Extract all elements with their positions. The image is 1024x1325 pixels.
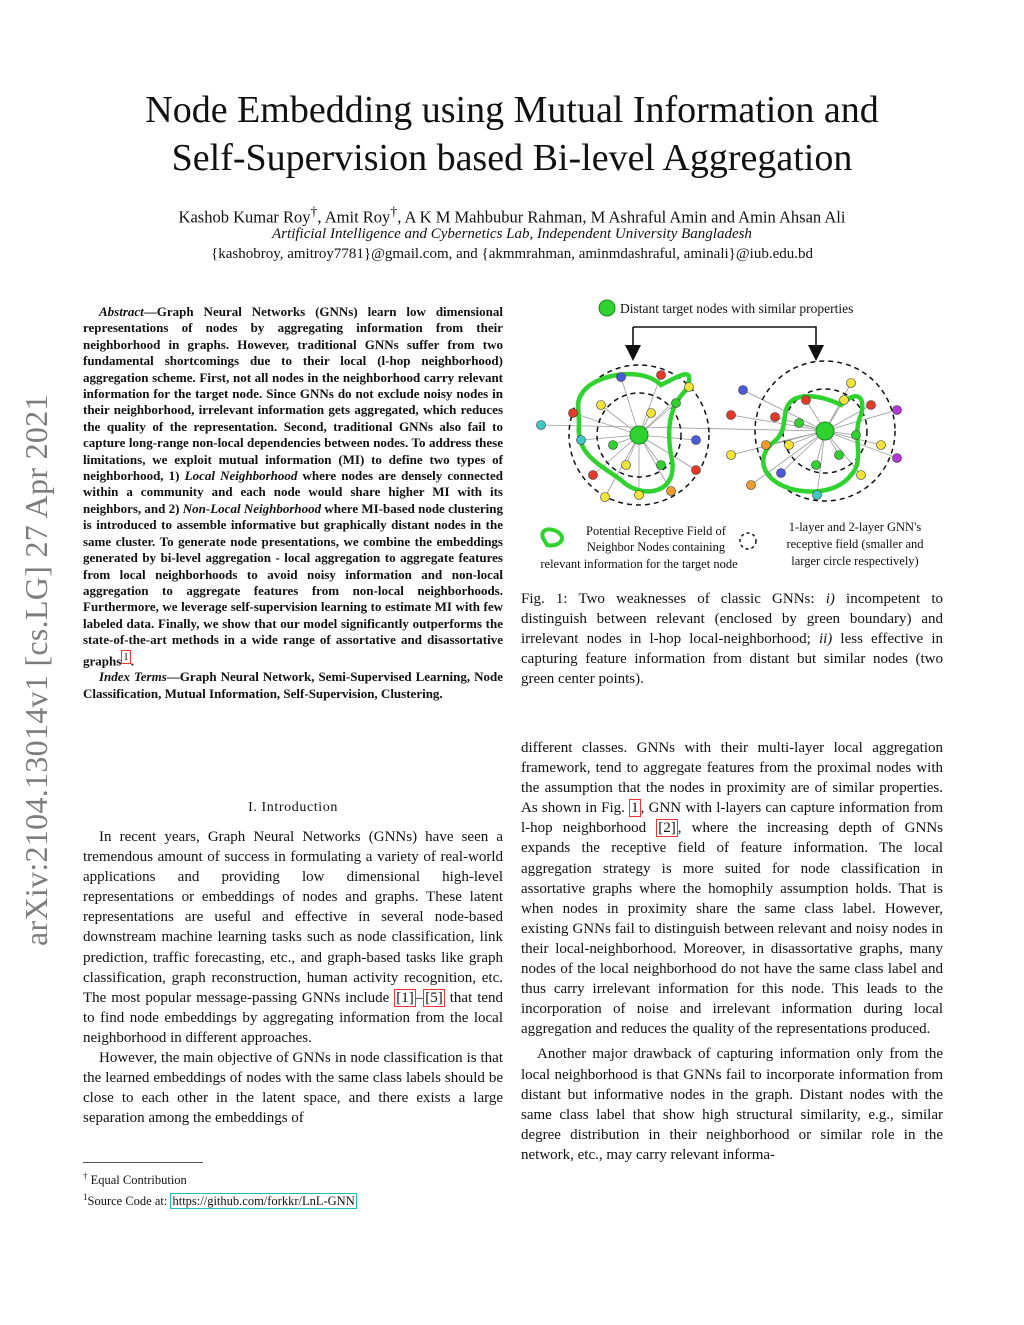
graph-node — [777, 469, 786, 478]
graph-node — [609, 441, 618, 450]
equal-contribution-mark: † — [390, 204, 398, 219]
caption-item-ii: ii) — [818, 631, 833, 647]
graph-node — [893, 406, 902, 415]
caption-text-a: Two weaknesses of classic GNNs: — [578, 591, 815, 607]
right-paragraph-2: Another major drawback of capturing information only from the local neighborhood is that GNNs fail to incorporate information from distant but informative nodes in the graph. Distant nodes with the same class label that show high structural similarity, e.g., similar degree distribution in their neighborhood or similar role in the network, etc., may carry relevant informa- — [521, 1046, 943, 1163]
graph-node — [692, 436, 701, 445]
graph-node — [877, 441, 886, 450]
intro-paragraph-2: However, the main objective of GNNs in node classification is that the learned embeddings of nodes with the same class labels should be close to each other in the latent space, and there exists a large separation among the embeddings of — [83, 1050, 503, 1127]
legend-dash-line-2: receptive field (smaller and — [786, 537, 924, 551]
right-p1-text-c: , where the increasing depth of GNNs expands the receptive field of feature information. The local aggregation strategy is more suited for node classification in assortative graphs where the homophily assumption holds. That is when nodes in proximity share the same class label. However, existing GNNs fail to distinguish between relevant and noisy nodes in their local-neighborhood. Moreover, in disassortative graphs, many nodes of the local neighborhood do not have the same class label and thus carry irrelevant information for this node. This leads to the incorporation of noise and irrelevant information during local aggregation and reduces the quality of the representations produced. — [521, 820, 943, 1038]
graph-node — [685, 383, 694, 392]
graph-node — [601, 493, 610, 502]
right-p1-text-a: different classes. GNNs with their multi-layer local aggregation framework, tend to aggregate features from the proximal nodes with the assumption that the nodes in proximity are of similar properties. As shown in Fig. — [521, 740, 943, 817]
graph-node — [867, 401, 876, 410]
abstract-period: . — [130, 652, 134, 668]
legend-green-line-2: Neighbor Nodes containing — [586, 540, 726, 554]
graph-node — [537, 421, 546, 430]
abstract-text: —Graph Neural Networks (GNNs) learn low dimensional representations of nodes by aggregating information from their neighborhood in graphs. However, traditional GNNs suffer from two fundamental shortcomings due to their local (l-hop neighborhood) aggregation scheme. First, not all nodes in the neighborhood carry relevant information for the target node. Since GNNs do not exclude noisy nodes in their neighborhood, irrelevant information gets aggregated, which reduces the quality of the representation. Second, traditional GNNs also fail to capture long-range non-local dependencies between nodes. To address these limitations, we exploit mutual information (MI) to define two types of neighborhood, 1) — [83, 304, 503, 484]
figure-top-label: Distant target nodes with similar properties — [620, 301, 854, 316]
graph-node — [635, 491, 644, 500]
footnote-divider — [83, 1162, 203, 1163]
author-1: Kashob Kumar Roy — [178, 207, 311, 227]
introduction-body — [83, 827, 503, 1128]
graph-node — [622, 461, 631, 470]
graph-node — [785, 441, 794, 450]
paper-title — [0, 86, 1024, 182]
graph-node — [647, 409, 656, 418]
abstract-label: Abstract — [99, 304, 144, 319]
right-column-body — [521, 738, 943, 1165]
graph-node — [657, 371, 666, 380]
graph-node — [802, 396, 811, 405]
caption-text-b: incompetent to distinguish between relevant (enclosed by green boundary) and irrelevant nodes in l-hop local-neighborhood; — [521, 591, 944, 647]
right-paragraph-1 — [521, 738, 943, 1039]
index-terms-text: —Graph Neural Network, Semi-Supervised Learning, Node Classification, Mutual Information, Self-Supervision, Clustering. — [83, 669, 503, 701]
source-code-link[interactable]: https://github.com/forkkr/LnL-GNN — [172, 1194, 355, 1209]
author-emails: {kashobroy, amitroy7781}@gmail.com, and {akmmrahman, aminmdashraful, aminali}@iub.edu.bd — [211, 246, 813, 262]
graph-node — [569, 409, 578, 418]
legend-green-line-1: Potential Receptive Field of — [586, 524, 726, 538]
figure-1-caption — [521, 589, 943, 689]
abstract — [83, 304, 503, 702]
footnote-1-text: Equal Contribution — [90, 1173, 187, 1188]
graph-node — [813, 491, 822, 500]
graph-edge — [573, 413, 639, 435]
section-heading-introduction: I. Introduction — [248, 800, 338, 815]
author-2: Amit Roy — [324, 207, 391, 227]
graph-node — [847, 379, 856, 388]
legend-green-boundary-icon — [542, 529, 562, 545]
legend-green-node-icon — [599, 300, 615, 316]
figure-1-ref-link[interactable]: 1 — [631, 800, 639, 817]
graph-node — [762, 441, 771, 450]
title-line-2: Self-Supervision based Bi-level Aggregation — [171, 137, 853, 179]
footnote-mark-1: 1 — [83, 1192, 88, 1203]
graph-node — [771, 413, 780, 422]
graph-node — [835, 451, 844, 460]
footnote-2-text: Source Code at: — [87, 1194, 168, 1209]
index-terms — [83, 669, 503, 702]
citation-1-link[interactable]: [1] — [396, 989, 414, 1006]
legend-dashed-circle-icon — [740, 533, 756, 549]
footnote-source-code — [83, 1189, 503, 1210]
legend-dash-line-3: larger circle respectively) — [791, 554, 919, 568]
graph-node — [657, 461, 666, 470]
graph-node — [597, 401, 606, 410]
graph-node — [672, 399, 681, 408]
left-target-node — [630, 426, 648, 444]
graph-node — [893, 454, 902, 463]
citation-2-link[interactable]: [2] — [658, 820, 676, 837]
intro-paragraph-1 — [83, 827, 503, 1048]
arrow-right — [633, 327, 816, 353]
graph-node — [727, 451, 736, 460]
intro-p1-text: In recent years, Graph Neural Networks (GNNs) have seen a tremendous amount of success in formulating a variety of real-world applications and providing low dimensional high-level representations or embeddings of nodes and graphs. These latent representations are useful and effective in several node-based downstream machine learning tasks such as node classification, link prediction, traffic forecasting, etc., and graph-based tasks like graph classification, graph reconstruction, human activity recognition, etc. The most popular message-passing GNNs include — [83, 829, 503, 1006]
graph-node — [577, 436, 586, 445]
abstract-end-text: where MI-based node clustering is introduced to assemble informative but graphically distant nodes in the same cluster. To generate node presentations, we combine the embeddings generated by bi-level aggregation - local aggregation to aggregate features from local neighborhoods to avoid noisy information and non-local aggregation to aggregate features from non-local neighborhoods. Furthermore, we leverage self-supervision learning to estimate MI with few labeled data. Finally, we show that our model significantly outperforms the state-of-the-art methods in a wide range of assortative and disassortative graphs — [83, 500, 503, 668]
arxiv-stamp: arXiv:2104.13014v1 [cs.LG] 27 Apr 2021 — [18, 394, 54, 946]
citation-dash: – — [415, 989, 424, 1006]
equal-contribution-mark: † — [310, 204, 318, 219]
legend-dash-line-1: 1-layer and 2-layer GNN's — [788, 520, 922, 534]
right-target-node — [816, 422, 834, 440]
footnotes — [83, 1168, 503, 1210]
figure-1-gnn-diagram — [521, 295, 943, 575]
index-terms-label: Index Terms — [99, 669, 167, 685]
legend-green-line-3: relevant information for the target node — [540, 557, 738, 571]
title-line-1: Node Embedding using Mutual Information and — [145, 89, 879, 131]
graph-node — [795, 419, 804, 428]
non-local-neighborhood-term: Non-Local Neighborhood — [182, 500, 322, 516]
other-authors: A K M Mahbubur Rahman, M Ashraful Amin and Amin Ahsan Ali — [404, 207, 846, 227]
caption-text-c: less effective in capturing feature information from distant but similar nodes (two green center points). — [521, 631, 943, 687]
graph-node — [739, 386, 748, 395]
citation-5-link[interactable]: [5] — [425, 989, 443, 1006]
intro-p1-end: that tend to find node embeddings by aggregating information from the local neighborhood in different approaches. — [83, 989, 504, 1046]
local-neighborhood-term: Local Neighborhood — [184, 468, 298, 484]
graph-node — [667, 487, 676, 496]
graph-node — [692, 466, 701, 475]
graph-node — [812, 461, 821, 470]
abstract-mid-text: where nodes are densely connected within a community and each node would share higher MI with its neighbors, and 2) — [83, 468, 504, 516]
caption-item-i: i) — [825, 591, 835, 607]
graph-node — [617, 373, 626, 382]
graph-node — [589, 471, 598, 480]
affiliation: Artificial Intelligence and Cybernetics Lab, Independent University Bangladesh — [272, 226, 752, 242]
caption-label: Fig. 1: — [521, 591, 568, 607]
right-p1-text-b: , GNN with l-layers can capture information from l-hop neighborhood — [521, 800, 943, 837]
footnote-ref-link[interactable]: 1 — [123, 650, 129, 663]
author-list: Kashob Kumar Roy†, Amit Roy†, A K M Mahbubur Rahman, M Ashraful Amin and Amin Ahsan Ali — [178, 204, 846, 227]
graph-node — [747, 481, 756, 490]
abstract-paragraph — [83, 304, 503, 669]
graph-node — [727, 411, 736, 420]
graph-node — [840, 396, 849, 405]
graph-node — [857, 471, 866, 480]
graph-node — [852, 431, 861, 440]
footnote-mark-dagger: † — [83, 1171, 88, 1181]
footnote-equal-contribution — [83, 1168, 503, 1189]
